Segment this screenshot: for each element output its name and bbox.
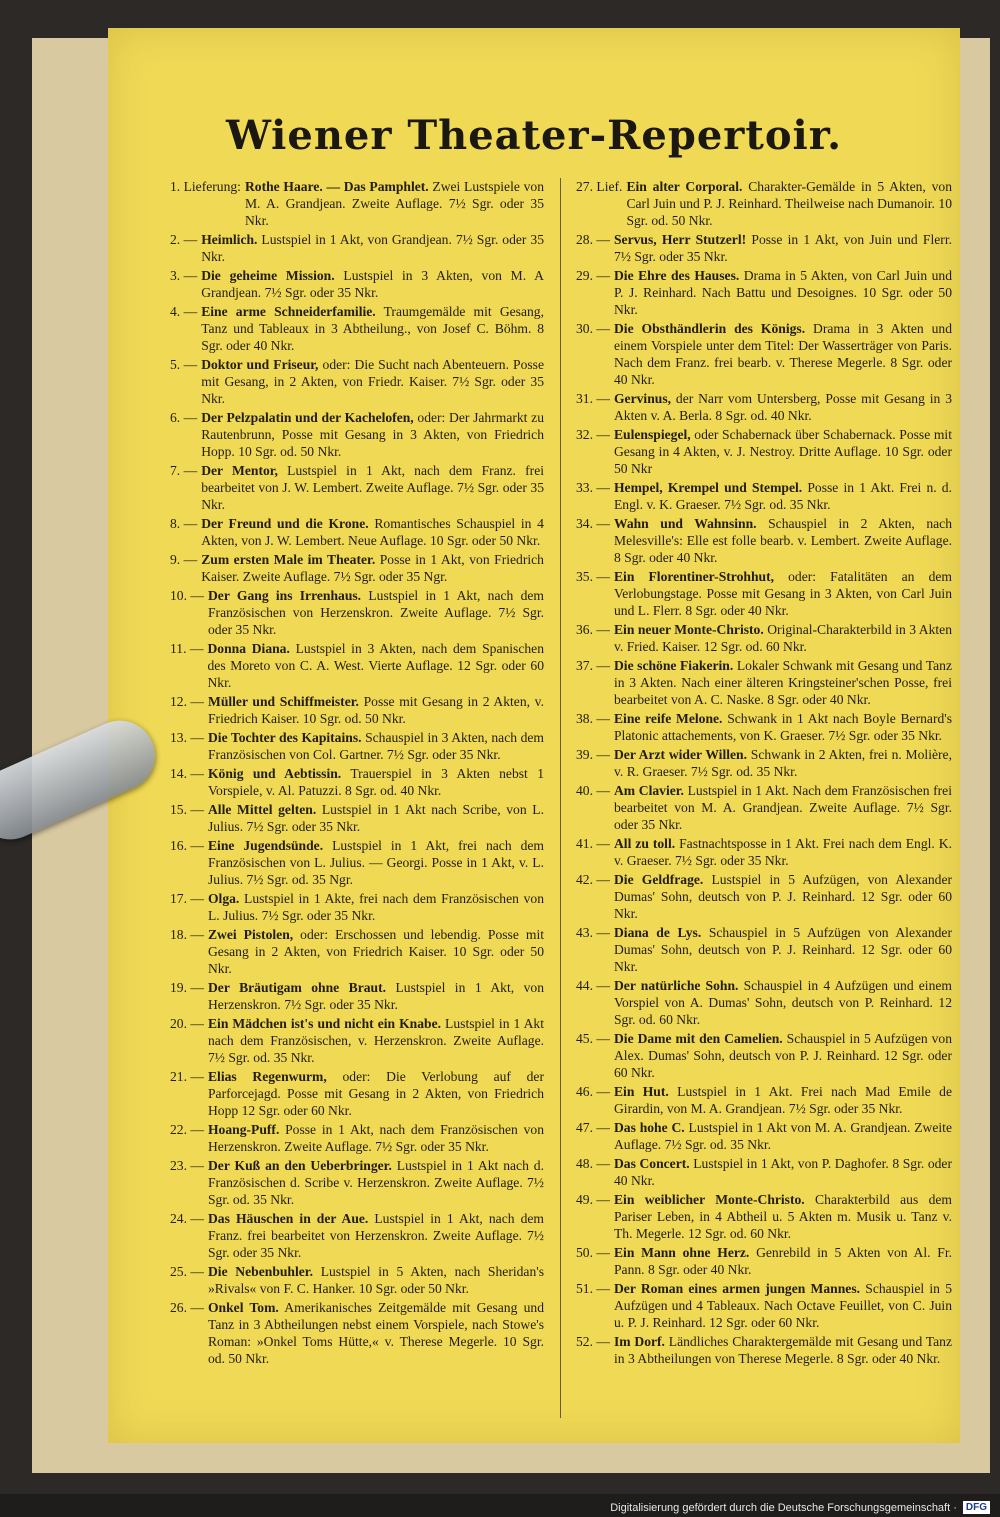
entry-description: Traumgemälde mit Gesang, Tanz und Tableaux in 3 Abtheilung., von Josef C. Böhm. 8 Sgr. oder 40 Nkr. <box>201 304 544 353</box>
entry-description: Schwank in 2 Akten, frei n. Molière, v. R. Graeser. 7½ Sgr. od. 35 Nkr. <box>613 747 952 779</box>
entry-description: oder: Erschossen und lebendig. Posse mit Gesang in 2 Akten, von Friedrich Kaiser. 10 Sgr. oder 50 Nkr. <box>207 927 544 976</box>
repertoire-entry <box>576 657 952 708</box>
entry-description: Genrebild in 5 Akten von Al. Fr. Pann. 8 Sgr. oder 40 Nkr. <box>613 1245 952 1277</box>
document-page <box>108 28 960 1443</box>
entry-description: oder: Der Jahrmarkt zu Rautenbrunn, Posse mit Gesang in 3 Akten, von Friedrich Hopp. 10 Sgr. od. 50 Nkr. <box>201 410 544 459</box>
entry-title: Der Roman eines armen jungen Mannes. <box>613 1281 861 1296</box>
repertoire-entry <box>576 515 952 566</box>
entry-body <box>614 835 952 869</box>
entry-title: Der Freund und die Krone. <box>201 516 369 531</box>
entry-description: Lustspiel in 1 Akt, nach dem Franz. frei bearbeitet von J. W. Lembert. Zweite Auflage. 7½ Sgr. oder 35 Nkr. <box>201 463 545 512</box>
repertoire-entry <box>576 1030 952 1081</box>
repertoire-entry <box>170 926 544 977</box>
repertoire-entry <box>576 568 952 619</box>
entry-body <box>208 1263 544 1297</box>
entry-title: Ein Mann ohne Herz. <box>613 1245 750 1260</box>
repertoire-entry <box>170 1015 544 1066</box>
entry-title: Der Mentor, <box>201 463 278 478</box>
footer-credit: Digitalisierung gefördert durch die Deutsche Forschungsgemeinschaft · <box>610 1501 957 1514</box>
entry-number: 31. — <box>576 391 610 406</box>
entry-description: Zwei Lustspiele von M. A. Grandjean. Zweite Auflage. 7½ Sgr. oder 35 Nkr. <box>244 179 544 228</box>
entry-body <box>208 1015 544 1066</box>
repertoire-entry <box>170 801 544 835</box>
entry-number: 15. — <box>170 802 204 817</box>
entry-number: 35. — <box>576 569 610 584</box>
entry-title: Elias Regenwurm, <box>207 1069 327 1084</box>
entry-title: Alle Mittel gelten. <box>207 802 317 817</box>
entry-title: Heimlich. <box>201 232 258 247</box>
entry-number: 47. — <box>576 1120 610 1135</box>
entry-number: 12. — <box>170 694 204 709</box>
entry-body <box>201 303 544 354</box>
entry-body <box>614 1280 952 1331</box>
entry-title: Die Obsthändlerin des Königs. <box>613 321 806 336</box>
entry-title: Im Dorf. <box>613 1334 665 1349</box>
entry-description: Lokaler Schwank mit Gesang und Tanz in 3 Akten. Nach einer älteren Kringsteiner'schen Posse, frei bearbeitet von A. C. Naske. 8 Sgr. oder 40 Nkr. <box>613 658 952 707</box>
entry-title: Das hohe C. <box>613 1120 685 1135</box>
entry-number: 40. — <box>576 783 610 798</box>
entry-number: 38. — <box>576 711 610 726</box>
entry-body <box>208 1210 544 1261</box>
entry-number: 24. — <box>170 1211 204 1226</box>
entry-body <box>614 1155 952 1189</box>
entry-title: Die geheime Mission. <box>201 268 335 283</box>
entry-number: 13. — <box>170 730 204 745</box>
entry-description: Charakterbild aus dem Pariser Leben, in 4 Abtheil u. 5 Akten m. Musik u. Tanz v. Th. Megerle. 12 Sgr. od. 60 Nkr. <box>613 1192 952 1241</box>
entry-description: Lustspiel in 1 Akt nach Scribe, von L. Julius. 7½ Sgr. oder 35 Nkr. <box>207 802 544 834</box>
dfg-logo: DFG <box>963 1501 990 1514</box>
entry-description: Schauspiel in 4 Aufzügen und einem Vorspiel von A. Dumas' Sohn, deutsch von P. Reinhard. 12 Sgr. od. 60 Nkr. <box>613 978 952 1027</box>
entry-description: oder: Die Sucht nach Abenteuern. Posse mit Gesang, in 2 Akten, von Friedr. Kaiser. 7½ Sgr. oder 35 Nkr. <box>201 357 544 406</box>
repertoire-entry <box>576 320 952 388</box>
entry-number: 14. — <box>170 766 204 781</box>
entry-title: Das Häuschen in der Aue. <box>207 1211 369 1226</box>
repertoire-entry <box>170 1263 544 1297</box>
entry-title: Am Clavier. <box>613 783 684 798</box>
entry-title: Die Nebenbuhler. <box>207 1264 313 1279</box>
entry-number: 20. — <box>170 1016 204 1031</box>
entry-number: 46. — <box>576 1084 610 1099</box>
entry-description: Lustspiel in 3 Akten, von M. A Grandjean. 7½ Sgr. oder 35 Nkr. <box>201 268 544 300</box>
repertoire-entry <box>576 231 952 265</box>
repertoire-entry <box>170 1210 544 1261</box>
entry-body <box>208 926 544 977</box>
entry-title: Die Dame mit den Camelien. <box>613 1031 783 1046</box>
entry-description: Lustspiel in 1 Akt, von P. Daghofer. 8 Sgr. oder 40 Nkr. <box>613 1156 952 1188</box>
repertoire-entry <box>576 835 952 869</box>
entry-number: 3. — <box>170 268 198 283</box>
entry-number: 43. — <box>576 925 610 940</box>
entry-body <box>614 924 952 975</box>
entry-description: Lustspiel in 1 Akt, frei nach dem Französischen von L. Julius. — Georgi. Posse in 1 Akt, v. L. Julius. 7½ Sgr. od. 35 Ngr. <box>207 838 544 887</box>
entry-description: oder Schabernack über Schabernack. Posse mit Gesang in 4 Akten, v. J. Nestroy. Dritte Auflage. 10 Sgr. oder 50 Nkr <box>613 427 952 476</box>
entry-title: Der Kuß an den Ueberbringer. <box>207 1158 392 1173</box>
entry-number: 39. — <box>576 747 610 762</box>
entry-description: der Narr vom Untersberg, Posse mit Gesang in 3 Akten v. A. Berla. 8 Sgr. od. 40 Nkr. <box>613 391 952 423</box>
entry-number: 2. — <box>170 232 198 247</box>
entry-title: Eine Jugendsünde. <box>207 838 324 853</box>
entry-description: Lustspiel in 1 Akt, nach dem Franz. frei bearbeitet von Herzenskron. Zweite Auflage. 7½ Sgr. oder 35 Nkr. <box>207 1211 544 1260</box>
entry-body <box>614 1333 952 1367</box>
repertoire-entry <box>170 693 544 727</box>
entry-number: 26. — <box>170 1300 204 1315</box>
entry-title: Der Pelzpalatin und der Kachelofen, <box>201 410 414 425</box>
entry-body <box>245 178 544 229</box>
entry-description: Lustspiel in 1 Akte, frei nach dem Französischen von L. Julius. 7½ Sgr. oder 35 Nkr. <box>207 891 544 923</box>
entry-body <box>614 231 952 265</box>
entry-number: 52. — <box>576 1334 610 1349</box>
entry-title: Doktor und Friseur, <box>201 357 319 372</box>
entry-body <box>208 801 544 835</box>
entry-description: oder: Die Verlobung auf der Parforcejagd. Posse mit Gesang in 2 Akten, von Friedrich Hopp 12 Sgr. oder 60 Nkr. <box>207 1069 544 1118</box>
repertoire-entry <box>170 1157 544 1208</box>
entry-body <box>614 782 952 833</box>
entry-number: 21. — <box>170 1069 204 1084</box>
entry-title: Die Geldfrage. <box>613 872 704 887</box>
entry-body <box>614 426 952 477</box>
entry-body <box>614 1244 952 1278</box>
repertoire-entry <box>170 1299 544 1367</box>
entry-number: 27. Lief. <box>576 179 623 194</box>
repertoire-entry <box>576 977 952 1028</box>
entry-number: 33. — <box>576 480 610 495</box>
entry-number: 44. — <box>576 978 610 993</box>
entry-title: Das Concert. <box>613 1156 690 1171</box>
entry-description: Romantisches Schauspiel in 4 Akten, von J. W. Lembert. Neue Auflage. 10 Sgr. oder 50 Nkr. <box>201 516 544 548</box>
entry-body <box>208 1299 544 1367</box>
entry-title: All zu toll. <box>613 836 676 851</box>
repertoire-entry <box>576 479 952 513</box>
entry-description: Schauspiel in 3 Akten, nach dem Französischen von Col. Gartner. 7½ Sgr. oder 35 Nkr. <box>207 730 544 762</box>
entry-number: 1. Lieferung: <box>170 179 241 194</box>
repertoire-entry <box>576 621 952 655</box>
left-column <box>170 178 544 1418</box>
entry-description: Schauspiel in 5 Aufzügen von Alex. Dumas' Sohn, deutsch von P. J. Reinhard. 12 Sgr. oder 60 Nkr. <box>613 1031 952 1080</box>
entry-number: 32. — <box>576 427 610 442</box>
entry-title: Die Ehre des Hauses. <box>613 268 740 283</box>
entry-body <box>614 657 952 708</box>
entry-body <box>208 587 544 638</box>
entry-title: Ein Florentiner-Strohhut, <box>613 569 774 584</box>
entry-title: Der natürliche Sohn. <box>613 978 739 993</box>
entry-number: 16. — <box>170 838 204 853</box>
entry-description: Schauspiel in 2 Akten, nach Melesville's: Elle est folle bearb. v. Lembert. Zweite Auflage. 8 Sgr. oder 40 Nkr. <box>613 516 952 565</box>
entry-description: Original-Charakterbild in 3 Akten v. Fried. Kaiser. 12 Sgr. od. 60 Nkr. <box>613 622 952 654</box>
entry-description: Lustspiel in 1 Akt, nach dem Französischen von Herzenskron. Zweite Auflage. 7½ Sgr. oder 35 Nkr. <box>207 588 544 637</box>
entry-description: Lustspiel in 1 Akt. Frei nach Mad Emile de Girardin, von M. A. Grandjean. 7½ Sgr. oder 35 Nkr. <box>613 1084 952 1116</box>
entry-description: Lustspiel in 5 Akten, nach Sheridan's »Rivals« von F. C. Hanker. 10 Sgr. oder 50 Nkr. <box>207 1264 544 1296</box>
entry-title: Müller und Schiffmeister. <box>207 694 359 709</box>
entry-description: oder: Fatalitäten an dem Verlobungstage. Posse mit Gesang in 3 Akten, von Carl Juin und L. Flerr. 8 Sgr. oder 40 Nkr. <box>613 569 952 618</box>
entry-body <box>208 729 544 763</box>
entry-number: 49. — <box>576 1192 610 1207</box>
repertoire-entry <box>170 1068 544 1119</box>
entry-number: 4. — <box>170 304 198 319</box>
entry-number: 9. — <box>170 552 198 567</box>
entry-body <box>201 515 544 549</box>
entry-number: 17. — <box>170 891 204 906</box>
entry-body <box>208 765 544 799</box>
entry-body <box>208 1157 544 1208</box>
repertoire-columns <box>170 178 953 1418</box>
repertoire-entry <box>576 746 952 780</box>
entry-title: Gervinus, <box>613 391 672 406</box>
entry-body <box>201 267 544 301</box>
entry-description: Lustspiel in 3 Akten, nach dem Spanischen des Moreto von C. A. West. Vierte Auflage. 12 Sgr. oder 60 Nkr. <box>207 641 545 690</box>
entry-title: Onkel Tom. <box>207 1300 279 1315</box>
entry-body <box>614 568 952 619</box>
entry-body <box>614 871 952 922</box>
entry-number: 48. — <box>576 1156 610 1171</box>
repertoire-entry <box>170 462 544 513</box>
repertoire-entry <box>576 1119 952 1153</box>
repertoire-entry <box>170 231 544 265</box>
entry-body <box>201 409 544 460</box>
entry-body <box>614 1030 952 1081</box>
entry-body <box>614 320 952 388</box>
repertoire-entry <box>576 1191 952 1242</box>
repertoire-entry <box>576 426 952 477</box>
entry-description: Lustspiel in 1 Akt nach d. Französischen d. Scribe v. Herzenskron. Zweite Auflage. 7½ Sgr. od. 35 Nkr. <box>207 1158 544 1207</box>
entry-body <box>614 1191 952 1242</box>
entry-body <box>614 710 952 744</box>
repertoire-entry <box>170 1121 544 1155</box>
entry-body <box>614 977 952 1028</box>
entry-number: 37. — <box>576 658 610 673</box>
repertoire-entry <box>170 356 544 407</box>
repertoire-entry <box>170 837 544 888</box>
entry-body <box>614 746 952 780</box>
entry-title: Die schöne Fiakerin. <box>613 658 734 673</box>
repertoire-entry <box>170 515 544 549</box>
entry-title: König und Aebtissin. <box>207 766 342 781</box>
entry-description: Trauerspiel in 3 Akten nebst 1 Vorspiele, v. Al. Patuzzi. 8 Sgr. od. 40 Nkr. <box>207 766 545 798</box>
digitization-footer <box>610 1501 990 1514</box>
entry-description: Drama in 5 Akten, von Carl Juin und P. J. Reinhard. Nach Battu und Desoignes. 10 Sgr. oder 50 Nkr. <box>613 268 953 317</box>
entry-title: Wahn und Wahnsinn. <box>613 516 757 531</box>
entry-body <box>208 1121 544 1155</box>
entry-body <box>201 462 544 513</box>
entry-description: Lustspiel in 5 Aufzügen, von Alexander Dumas' Sohn, deutsch von P. J. Reinhard. 12 Sgr. oder 60 Nkr. <box>613 872 953 921</box>
entry-description: Amerikanisches Zeitgemälde mit Gesang und Tanz in 3 Abtheilungen nebst einem Vorspiele, nach Stowe's Roman: »Onkel Toms Hütte,« v. Therese Megerle. 10 Sgr. od. 50 Nkr. <box>207 1300 544 1366</box>
entry-description: Lustspiel in 1 Akt nach dem Französischen, v. Herzenskron. Zweite Auflage. 7½ Sgr. od. 35 Nkr. <box>207 1016 544 1065</box>
entry-title: Olga. <box>207 891 240 906</box>
entry-body <box>201 551 544 585</box>
entry-description: Drama in 3 Akten und einem Vorspiele unter dem Titel: Der Wasserträger von Paris. Nach dem Franz. frei bearb. v. Therese Megerle. 8 Sgr. oder 40 Nkr. <box>613 321 952 387</box>
entry-number: 51. — <box>576 1281 610 1296</box>
entry-number: 10. — <box>170 588 204 603</box>
entry-number: 23. — <box>170 1158 204 1173</box>
entry-title: Diana de Lys. <box>613 925 702 940</box>
entry-description: Lustspiel in 1 Akt. Nach dem Französischen frei bearbeitet von M. A. Grandjean. Zweite Auflage. 7½ Sgr. oder 35 Nkr. <box>613 783 952 832</box>
repertoire-entry <box>170 640 544 691</box>
entry-number: 6. — <box>170 410 198 425</box>
entry-number: 18. — <box>170 927 204 942</box>
entry-title: Donna Diana. <box>207 641 290 656</box>
entry-description: Lustspiel in 1 Akt, von Grandjean. 7½ Sgr. oder 35 Nkr. <box>201 232 544 264</box>
repertoire-entry <box>576 782 952 833</box>
entry-number: 45. — <box>576 1031 610 1046</box>
entry-number: 36. — <box>576 622 610 637</box>
repertoire-entry <box>576 1155 952 1189</box>
entry-title: Eulenspiegel, <box>613 427 691 442</box>
entry-description: Lustspiel in 1 Akt, von Herzenskron. 7½ Sgr. oder 35 Nkr. <box>207 980 544 1012</box>
entry-body <box>208 979 544 1013</box>
entry-description: Posse mit Gesang in 2 Akten, v. Friedrich Kaiser. 10 Sgr. od. 50 Nkr. <box>207 694 544 726</box>
entry-number: 34. — <box>576 516 610 531</box>
column-divider <box>560 178 561 1418</box>
entry-body <box>208 693 544 727</box>
entry-body <box>626 178 952 229</box>
repertoire-entry <box>170 551 544 585</box>
entry-title: Zwei Pistolen, <box>207 927 294 942</box>
entry-title: Der Arzt wider Willen. <box>613 747 747 762</box>
entry-number: 11. — <box>170 641 204 656</box>
entry-body <box>614 621 952 655</box>
entry-description: Charakter-Gemälde in 5 Akten, von Carl Juin und P. J. Reinhard. Theilweise nach Dumanoir. 10 Sgr. od. 50 Nkr. <box>626 179 952 228</box>
repertoire-entry <box>576 710 952 744</box>
repertoire-entry <box>576 1280 952 1331</box>
entry-number: 29. — <box>576 268 610 283</box>
entry-number: 7. — <box>170 463 198 478</box>
entry-body <box>201 356 544 407</box>
page-title: Wiener Theater-Repertoir. <box>225 112 843 159</box>
entry-number: 22. — <box>170 1122 204 1137</box>
entry-description: Ländliches Charaktergemälde mit Gesang und Tanz in 3 Abtheilungen von Therese Megerle. 8 Sgr. oder 40 Nkr. <box>613 1334 952 1366</box>
entry-description: Posse in 1 Akt, nach dem Französischen von Herzenskron. Zweite Auflage. 7½ Sgr. oder 35 Nkr. <box>207 1122 545 1154</box>
entry-description: Posse in 1 Akt. Frei n. d. Engl. v. K. Graeser. 7½ Sgr. od. 35 Nkr. <box>613 480 952 512</box>
entry-title: Hempel, Krempel und Stempel. <box>613 480 803 495</box>
entry-title: Ein weiblicher Monte-Christo. <box>613 1192 805 1207</box>
repertoire-entry <box>576 1333 952 1367</box>
repertoire-entry <box>170 587 544 638</box>
entry-title: Rothe Haare. — Das Pamphlet. <box>244 179 429 194</box>
entry-body <box>207 640 544 691</box>
entry-title: Der Bräutigam ohne Braut. <box>207 980 387 995</box>
entry-body <box>614 479 952 513</box>
repertoire-entry <box>170 303 544 354</box>
repertoire-entry <box>576 871 952 922</box>
entry-number: 8. — <box>170 516 198 531</box>
entry-title: Ein Hut. <box>613 1084 669 1099</box>
entry-body <box>201 231 544 265</box>
entry-number: 28. — <box>576 232 610 247</box>
entry-number: 42. — <box>576 872 610 887</box>
entry-description: Lustspiel in 1 Akt von M. A. Grandjean. Zweite Auflage. 7½ Sgr. od. 35 Nkr. <box>613 1120 952 1152</box>
entry-title: Zum ersten Male im Theater. <box>201 552 376 567</box>
entry-title: Eine reife Melone. <box>613 711 723 726</box>
entry-body <box>614 390 952 424</box>
entry-body <box>208 1068 544 1119</box>
repertoire-entry <box>576 267 952 318</box>
repertoire-entry <box>170 409 544 460</box>
repertoire-entry <box>576 1244 952 1278</box>
entry-body <box>614 1119 952 1153</box>
entry-description: Posse in 1 Akt, von Juin und Flerr. 7½ Sgr. oder 35 Nkr. <box>613 232 952 264</box>
entry-title: Der Gang ins Irrenhaus. <box>207 588 362 603</box>
entry-number: 19. — <box>170 980 204 995</box>
repertoire-entry <box>170 979 544 1013</box>
repertoire-entry <box>576 390 952 424</box>
entry-number: 41. — <box>576 836 610 851</box>
entry-title: Ein neuer Monte-Christo. <box>613 622 764 637</box>
entry-number: 30. — <box>576 321 610 336</box>
entry-number: 50. — <box>576 1245 610 1260</box>
entry-body <box>614 1083 952 1117</box>
entry-body <box>208 890 544 924</box>
entry-title: Servus, Herr Stutzerl! <box>613 232 747 247</box>
repertoire-entry <box>576 1083 952 1117</box>
entry-title: Eine arme Schneiderfamilie. <box>201 304 376 319</box>
entry-title: Ein Mädchen ist's und nicht ein Knabe. <box>207 1016 442 1031</box>
entry-title: Die Tochter des Kapitains. <box>207 730 362 745</box>
repertoire-entry <box>170 729 544 763</box>
entry-title: Ein alter Corporal. <box>626 179 743 194</box>
entry-number: 5. — <box>170 357 198 372</box>
entry-description: Schauspiel in 5 Aufzügen und 4 Tableaux. Nach Octave Feuillet, von C. Juin u. P. J. Reinhard. 12 Sgr. oder 60 Nkr. <box>613 1281 952 1330</box>
entry-number: 25. — <box>170 1264 204 1279</box>
repertoire-entry <box>170 178 544 229</box>
entry-description: Schauspiel in 5 Aufzügen von Alexander Dumas' Sohn, deutsch von P. J. Reinhard. 12 Sgr. oder 60 Nkr. <box>613 925 952 974</box>
right-column <box>576 178 952 1418</box>
entry-body <box>614 267 952 318</box>
entry-description: Schwank in 1 Akt nach Boyle Bernard's Platonic attachements, von K. Graeser. 7½ Sgr. oder 35 Nkr. <box>613 711 953 743</box>
repertoire-entry <box>576 178 952 229</box>
repertoire-entry <box>576 924 952 975</box>
repertoire-entry <box>170 267 544 301</box>
entry-title: Hoang-Puff. <box>207 1122 280 1137</box>
repertoire-entry <box>170 765 544 799</box>
repertoire-entry <box>170 890 544 924</box>
entry-description: Posse in 1 Akt, von Friedrich Kaiser. Zweite Auflage. 7½ Sgr. oder 35 Ngr. <box>201 552 544 584</box>
entry-description: Fastnachtsposse in 1 Akt. Frei nach dem Engl. K. v. Graeser. 7½ Sgr. oder 35 Nkr. <box>613 836 952 868</box>
entry-body <box>614 515 952 566</box>
entry-body <box>208 837 544 888</box>
